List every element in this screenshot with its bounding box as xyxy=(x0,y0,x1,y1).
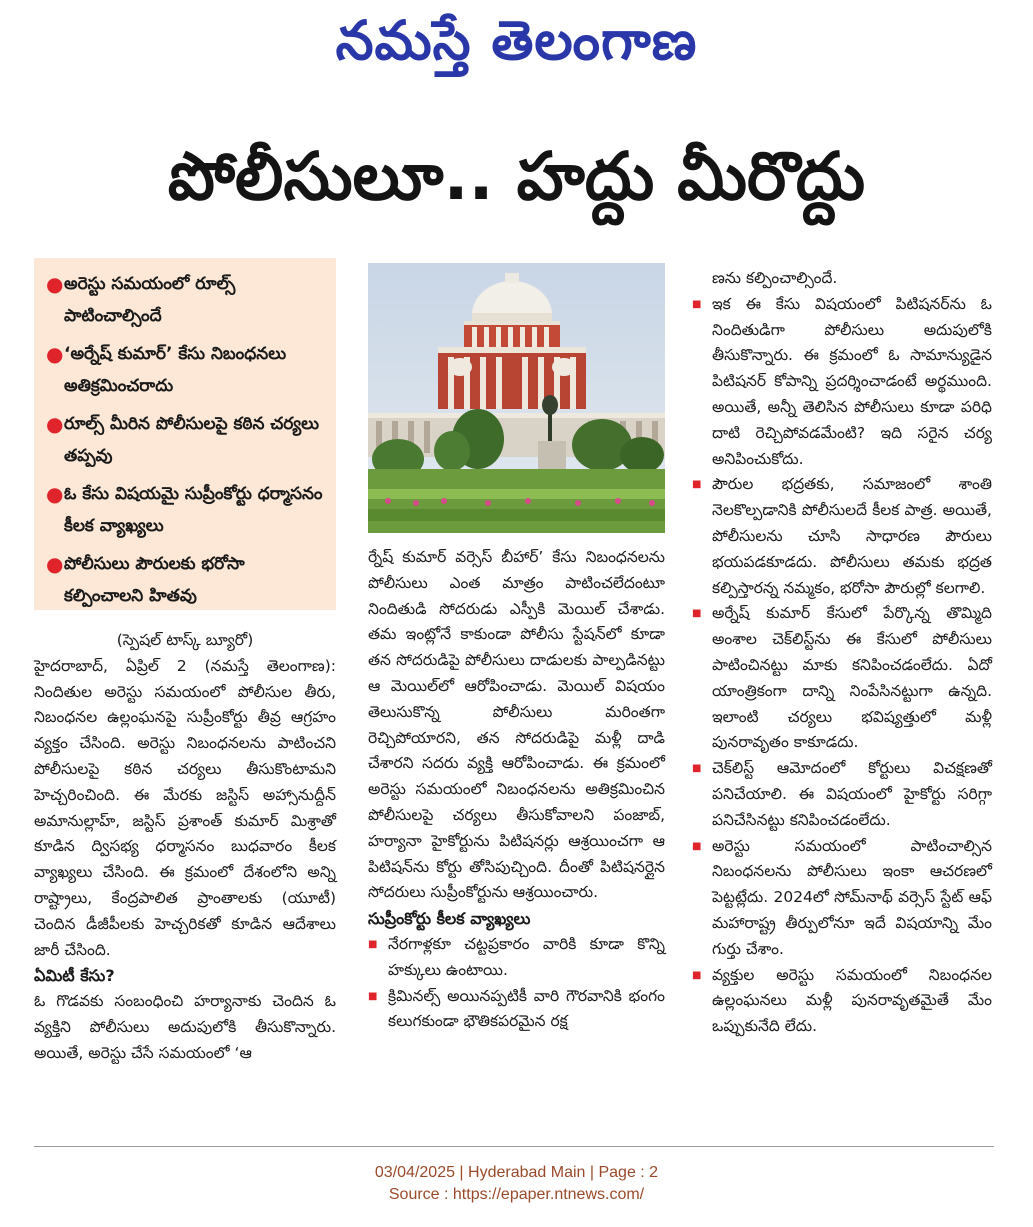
court-remark-text: అరెస్టు సమయంలో పాటించాల్సిన నిబంధనలను పోలీసులు ఇంకా ఆచరణలో పెట్టట్లేదు. 2024లో సోమ్‌నాథ్ వర్సెస్ స్టేట్ ఆఫ్ మహారాష్ట్ర తీర్పులోనూ ఇదే విషయాన్ని మేం గుర్తు చేశాం. xyxy=(712,836,992,958)
article-paragraph: హైదరాబాద్, ఏప్రిల్ 2 (నమస్తే తెలంగాణ): నిందితుల అరెస్టు సమయంలో పోలీసుల తీరు, నిబంధనల ఉల్లంఘనపై సుప్రీంకోర్టు తీవ్ర ఆగ్రహం వ్యక్తం చేసింది. అరెస్టు నిబంధనలను పాటించని పోలీసులపై కఠిన చర్యలు తీసుకొంటామని హెచ్చరించింది. ఈ మేరకు జస్టిస్ అహ్సానుద్దీన్ అమానుల్లాహ్, జస్టిస్ ప్రశాంత్ కుమార్ మిశ్రాతో కూడిన ద్విసభ్య ధర్మాసనం బుధవారం కీలక వ్యాఖ్యలు చేసింది. ఈ క్రమంలో దేశంలోని అన్ని రాష్ట్రాలు, కేంద్రపాలిత ప్రాంతాలకు (యూటీ) చెందిన డీజీపీలకు హెచ్చరికతో కూడిన ఆదేశాలు జారీ చేసింది. xyxy=(34,656,336,959)
article-column-1 xyxy=(34,628,336,1067)
article-headline: పోలీసులూ.. హద్దు మీరొద్దు xyxy=(167,138,866,215)
court-remark-item xyxy=(692,963,992,1040)
court-remark-item xyxy=(368,932,665,984)
square-bullet-icon: ■ xyxy=(692,763,702,775)
square-bullet-icon: ■ xyxy=(692,298,702,310)
highlights-box xyxy=(34,258,336,610)
newspaper-masthead: నమస్తే తెలంగాణ xyxy=(335,9,698,72)
court-remark-item xyxy=(692,834,992,963)
highlight-item xyxy=(46,338,328,402)
highlight-text: పోలీసులు పౌరులకు భరోసా కల్పించాలని హితవు xyxy=(64,554,245,606)
highlight-text: అరెస్టు సమయంలో రూల్స్ పాటించాల్సిందే xyxy=(64,274,236,326)
article-column-2 xyxy=(368,545,665,1035)
article-paragraph: ర్నేష్ కుమార్ వర్సెస్ బీహార్’ కేసు నిబంధనలను పోలీసులు ఎంత మాత్రం పాటించలేదంటూ నిందితుడి సోదరుడు ఎస్పీకి మెయిల్ చేశాడు. తమ ఇంట్లోనే కాకుండా పోలీసు స్టేషన్‌లో కూడా తన సోదరుడిపై పోలీసులు దాడులకు పాల్పడినట్టు ఆ మెయిల్‌లో ఆరోపించాడు. మెయిల్ విషయం తెలుసుకొన్న పోలీసులు మరింతగా రెచ్చిపోయారని, తన సోదరుడిపై మళ్లీ దాడి చేశారని సదరు వ్యక్తి ఆరోపించాడు. ఈ క్రమంలో అరెస్టు సమయంలో నిబంధనలను అతిక్రమించిన పోలీసులపై చర్యలు తీసుకోవాలని పంజాబ్, హర్యానా హైకోర్టును పిటిషనర్లు ఆశ్రయించగా ఆ పిటిషన్‌ను కోర్టు తోసిపుచ్చింది. దీంతో పిటిషనర్లైన సోదరులు సుప్రీంకోర్టును ఆశ్రయించారు. xyxy=(368,548,665,902)
highlight-item xyxy=(46,548,328,612)
court-remark-text: ఇక ఈ కేసు విషయంలో పిటిషనర్‌ను ఓ నిందితుడిగా పోలీసులు అదుపులోకి తీసుకొన్నారు. ఈ క్రమంలో ఓ సామాన్యుడైన పిటిషనర్ కోపాన్ని ప్రదర్శించాడంటే అర్థముంది. అయితే, అన్నీ తెలిసిన పోలీసులు కూడా పరిధి దాటి రెచ్చిపోవడమేంటి? ఇది సరైన చర్య అనిపించుకోదు. xyxy=(712,294,992,468)
source-link[interactable]: Source : https://epaper.ntnews.com/ xyxy=(388,1186,645,1203)
square-bullet-icon: ■ xyxy=(368,938,378,950)
article-paragraph: ఓ గొడవకు సంబంధించి హర్యానాకు చెందిన ఓ వ్యక్తిని పోలీసులు అదుపులోకి తీసుకొన్నారు. అయితే, అరెస్టు చేసే సమయంలో ‘ఆ xyxy=(34,992,336,1062)
section-subheading: ఏమిటీ కేసు? xyxy=(34,966,115,986)
square-bullet-icon: ■ xyxy=(692,479,702,491)
highlight-text: రూల్స్ మీరిన పోలీసులపై కఠిన చర్యలు తప్పవు xyxy=(64,414,320,466)
highlight-item xyxy=(46,268,328,332)
footer-divider xyxy=(34,1146,994,1147)
bullet-icon: ● xyxy=(46,342,64,366)
court-remark-text: వ్యక్తుల అరెస్టు సమయంలో నిబంధనల ఉల్లంఘనలు మళ్లీ పునరావృతమైతే మేం ఒప్పుకునేది లేదు. xyxy=(712,965,992,1036)
court-remark-item xyxy=(692,601,992,756)
square-bullet-icon: ■ xyxy=(692,608,702,620)
bullet-icon: ● xyxy=(46,552,64,576)
court-remark-text: పౌరుల భద్రతకు, సమాజంలో శాంతి నెలకొల్పడానికి పోలీసులదే కీలక పాత్ర. అయితే, పోలీసులను చూసి సాధారణ పౌరులు భయపడకూడదు. పోలీసులు తమకు భద్రత కల్పిస్తారన్న నమ్మకం, భరోసా పౌరుల్లో కలగాలి. xyxy=(712,475,992,597)
court-remark-item xyxy=(692,756,992,833)
court-remark-text: నేరగాళ్లకూ చట్టప్రకారం వారికి కూడా కొన్ని హక్కులు ఉంటాయి. xyxy=(388,934,665,979)
article-paragraph: ణను కల్పించాల్సిందే. xyxy=(712,269,838,287)
court-remark-item xyxy=(692,292,992,473)
court-remark-item xyxy=(368,984,665,1036)
supreme-court-building-image xyxy=(368,263,665,533)
byline-credit: (స్పెషల్ టాస్క్ బ్యూరో) xyxy=(116,631,254,649)
highlight-text: ఓ కేసు విషయమై సుప్రీంకోర్టు ధర్మాసనం కీలక వ్యాఖ్యలు xyxy=(64,484,323,536)
article-column-3 xyxy=(692,266,992,1040)
court-remark-item xyxy=(692,472,992,601)
square-bullet-icon: ■ xyxy=(692,969,702,981)
edition-info: 03/04/2025 | Hyderabad Main | Page : 2 xyxy=(374,1164,659,1181)
square-bullet-icon: ■ xyxy=(368,990,378,1002)
highlight-item xyxy=(46,478,328,542)
bullet-icon: ● xyxy=(46,412,64,436)
court-remark-text: క్రిమినల్స్ అయినప్పటికీ వారి గౌరవానికి భంగం కలుగకుండా భౌతికపరమైన రక్ష xyxy=(388,986,665,1031)
highlight-text: ‘అర్నేష్ కుమార్’ కేసు నిబంధనలు అతిక్రమించరాదు xyxy=(64,344,287,396)
court-remark-text: చెక్‌లిస్ట్ ఆమోదంలో కోర్టులు విచక్షణతో పనిచేయాలి. ఈ విషయంలో హైకోర్టు సరిగ్గా పనిచేసినట్టు కనిపించడంలేదు. xyxy=(712,759,992,829)
supreme-court-photo xyxy=(368,263,665,533)
square-bullet-icon: ■ xyxy=(692,840,702,852)
highlight-item xyxy=(46,408,328,472)
court-remark-text: అర్నేష్ కుమార్ కేసులో పేర్కొన్న తొమ్మిది అంశాల చెక్‌లిస్ట్‌ను ఈ కేసులో పోలీసులు పాటించినట్టు మాకు కనిపించడంలేదు. ఏదో యాంత్రికంగా దాన్ని నింపేసినట్టుగా ఉన్నది. ఇలాంటి చర్యలు భవిష్యత్తులో మళ్లీ పునరావృతం కాకూడదు. xyxy=(712,604,992,752)
bullet-icon: ● xyxy=(46,272,64,296)
section-subheading: సుప్రీంకోర్టు కీలక వ్యాఖ్యలు xyxy=(368,909,531,929)
bullet-icon: ● xyxy=(46,482,64,506)
